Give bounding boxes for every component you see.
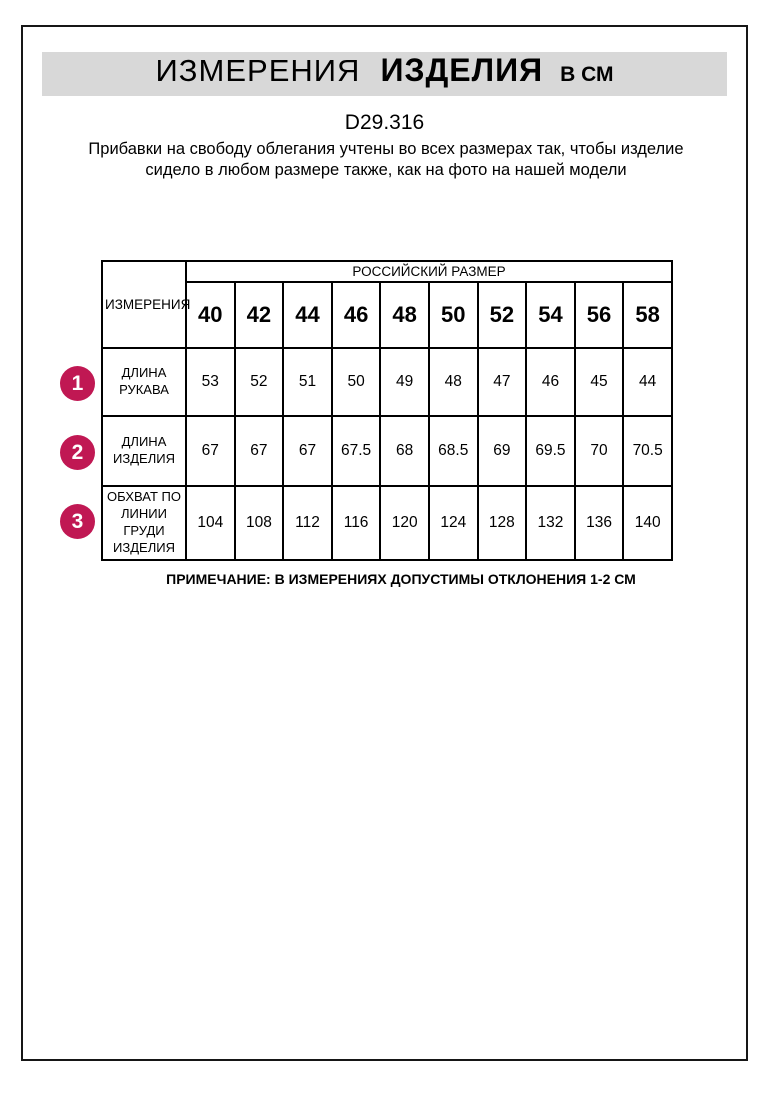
size-header-cell: 56 bbox=[575, 282, 624, 348]
row-marker-3: 3 bbox=[60, 504, 95, 539]
row-marker-2: 2 bbox=[60, 435, 95, 470]
value-cell: 128 bbox=[478, 486, 527, 560]
value-cell: 112 bbox=[283, 486, 332, 560]
value-cell: 67.5 bbox=[332, 416, 381, 486]
size-header-cell: 58 bbox=[623, 282, 672, 348]
value-cell: 67 bbox=[235, 416, 284, 486]
row-marker-1: 1 bbox=[60, 366, 95, 401]
size-header-cell: 54 bbox=[526, 282, 575, 348]
value-cell: 69 bbox=[478, 416, 527, 486]
table-row-sizes bbox=[102, 282, 672, 348]
row-label: ДЛИНА ИЗДЕЛИЯ bbox=[102, 416, 186, 486]
value-cell: 51 bbox=[283, 348, 332, 416]
value-cell: 67 bbox=[283, 416, 332, 486]
value-cell: 120 bbox=[380, 486, 429, 560]
value-cell: 53 bbox=[186, 348, 235, 416]
size-header-cell: 44 bbox=[283, 282, 332, 348]
value-cell: 46 bbox=[526, 348, 575, 416]
value-cell: 47 bbox=[478, 348, 527, 416]
table-row-chest-girth bbox=[102, 486, 672, 560]
value-cell: 70.5 bbox=[623, 416, 672, 486]
title-banner bbox=[42, 52, 727, 96]
table-row-sleeve-length bbox=[102, 348, 672, 416]
value-cell: 48 bbox=[429, 348, 478, 416]
measurements-header-cell: ИЗМЕРЕНИЯ bbox=[102, 261, 186, 348]
size-header-cell: 40 bbox=[186, 282, 235, 348]
table-row-item-length bbox=[102, 416, 672, 486]
value-cell: 67 bbox=[186, 416, 235, 486]
value-cell: 70 bbox=[575, 416, 624, 486]
tolerance-note: ПРИМЕЧАНИЕ: В ИЗМЕРЕНИЯХ ДОПУСТИМЫ ОТКЛОНЕНИЯ 1-2 СМ bbox=[166, 571, 636, 587]
table-row-group-header bbox=[102, 261, 672, 282]
value-cell: 52 bbox=[235, 348, 284, 416]
value-cell: 44 bbox=[623, 348, 672, 416]
size-header-cell: 46 bbox=[332, 282, 381, 348]
row-label: ОБХВАТ ПО ЛИНИИ ГРУДИ ИЗДЕЛИЯ bbox=[102, 486, 186, 560]
row-label: ДЛИНА РУКАВА bbox=[102, 348, 186, 416]
value-cell: 132 bbox=[526, 486, 575, 560]
page-title-bold: ИЗДЕЛИЯ bbox=[380, 52, 544, 88]
document-page bbox=[21, 25, 748, 1061]
page-title-unit: В СМ bbox=[560, 63, 614, 86]
fit-description: Прибавки на свободу облегания учтены во всех размерах так, чтобы изделие сидело в любом размере также, как на фото на нашей модели bbox=[88, 140, 684, 179]
size-header-cell: 48 bbox=[380, 282, 429, 348]
value-cell: 108 bbox=[235, 486, 284, 560]
size-header-cell: 52 bbox=[478, 282, 527, 348]
value-cell: 45 bbox=[575, 348, 624, 416]
value-cell: 68 bbox=[380, 416, 429, 486]
russian-size-header-cell: РОССИЙСКИЙ РАЗМЕР bbox=[186, 261, 672, 282]
value-cell: 104 bbox=[186, 486, 235, 560]
value-cell: 136 bbox=[575, 486, 624, 560]
size-header-cell: 50 bbox=[429, 282, 478, 348]
model-code: D29.316 bbox=[344, 111, 425, 134]
size-header-cell: 42 bbox=[235, 282, 284, 348]
value-cell: 68.5 bbox=[429, 416, 478, 486]
value-cell: 140 bbox=[623, 486, 672, 560]
page-title-main: ИЗМЕРЕНИЯ bbox=[155, 53, 361, 88]
size-table bbox=[101, 260, 673, 561]
value-cell: 124 bbox=[429, 486, 478, 560]
value-cell: 50 bbox=[332, 348, 381, 416]
value-cell: 69.5 bbox=[526, 416, 575, 486]
value-cell: 49 bbox=[380, 348, 429, 416]
value-cell: 116 bbox=[332, 486, 381, 560]
